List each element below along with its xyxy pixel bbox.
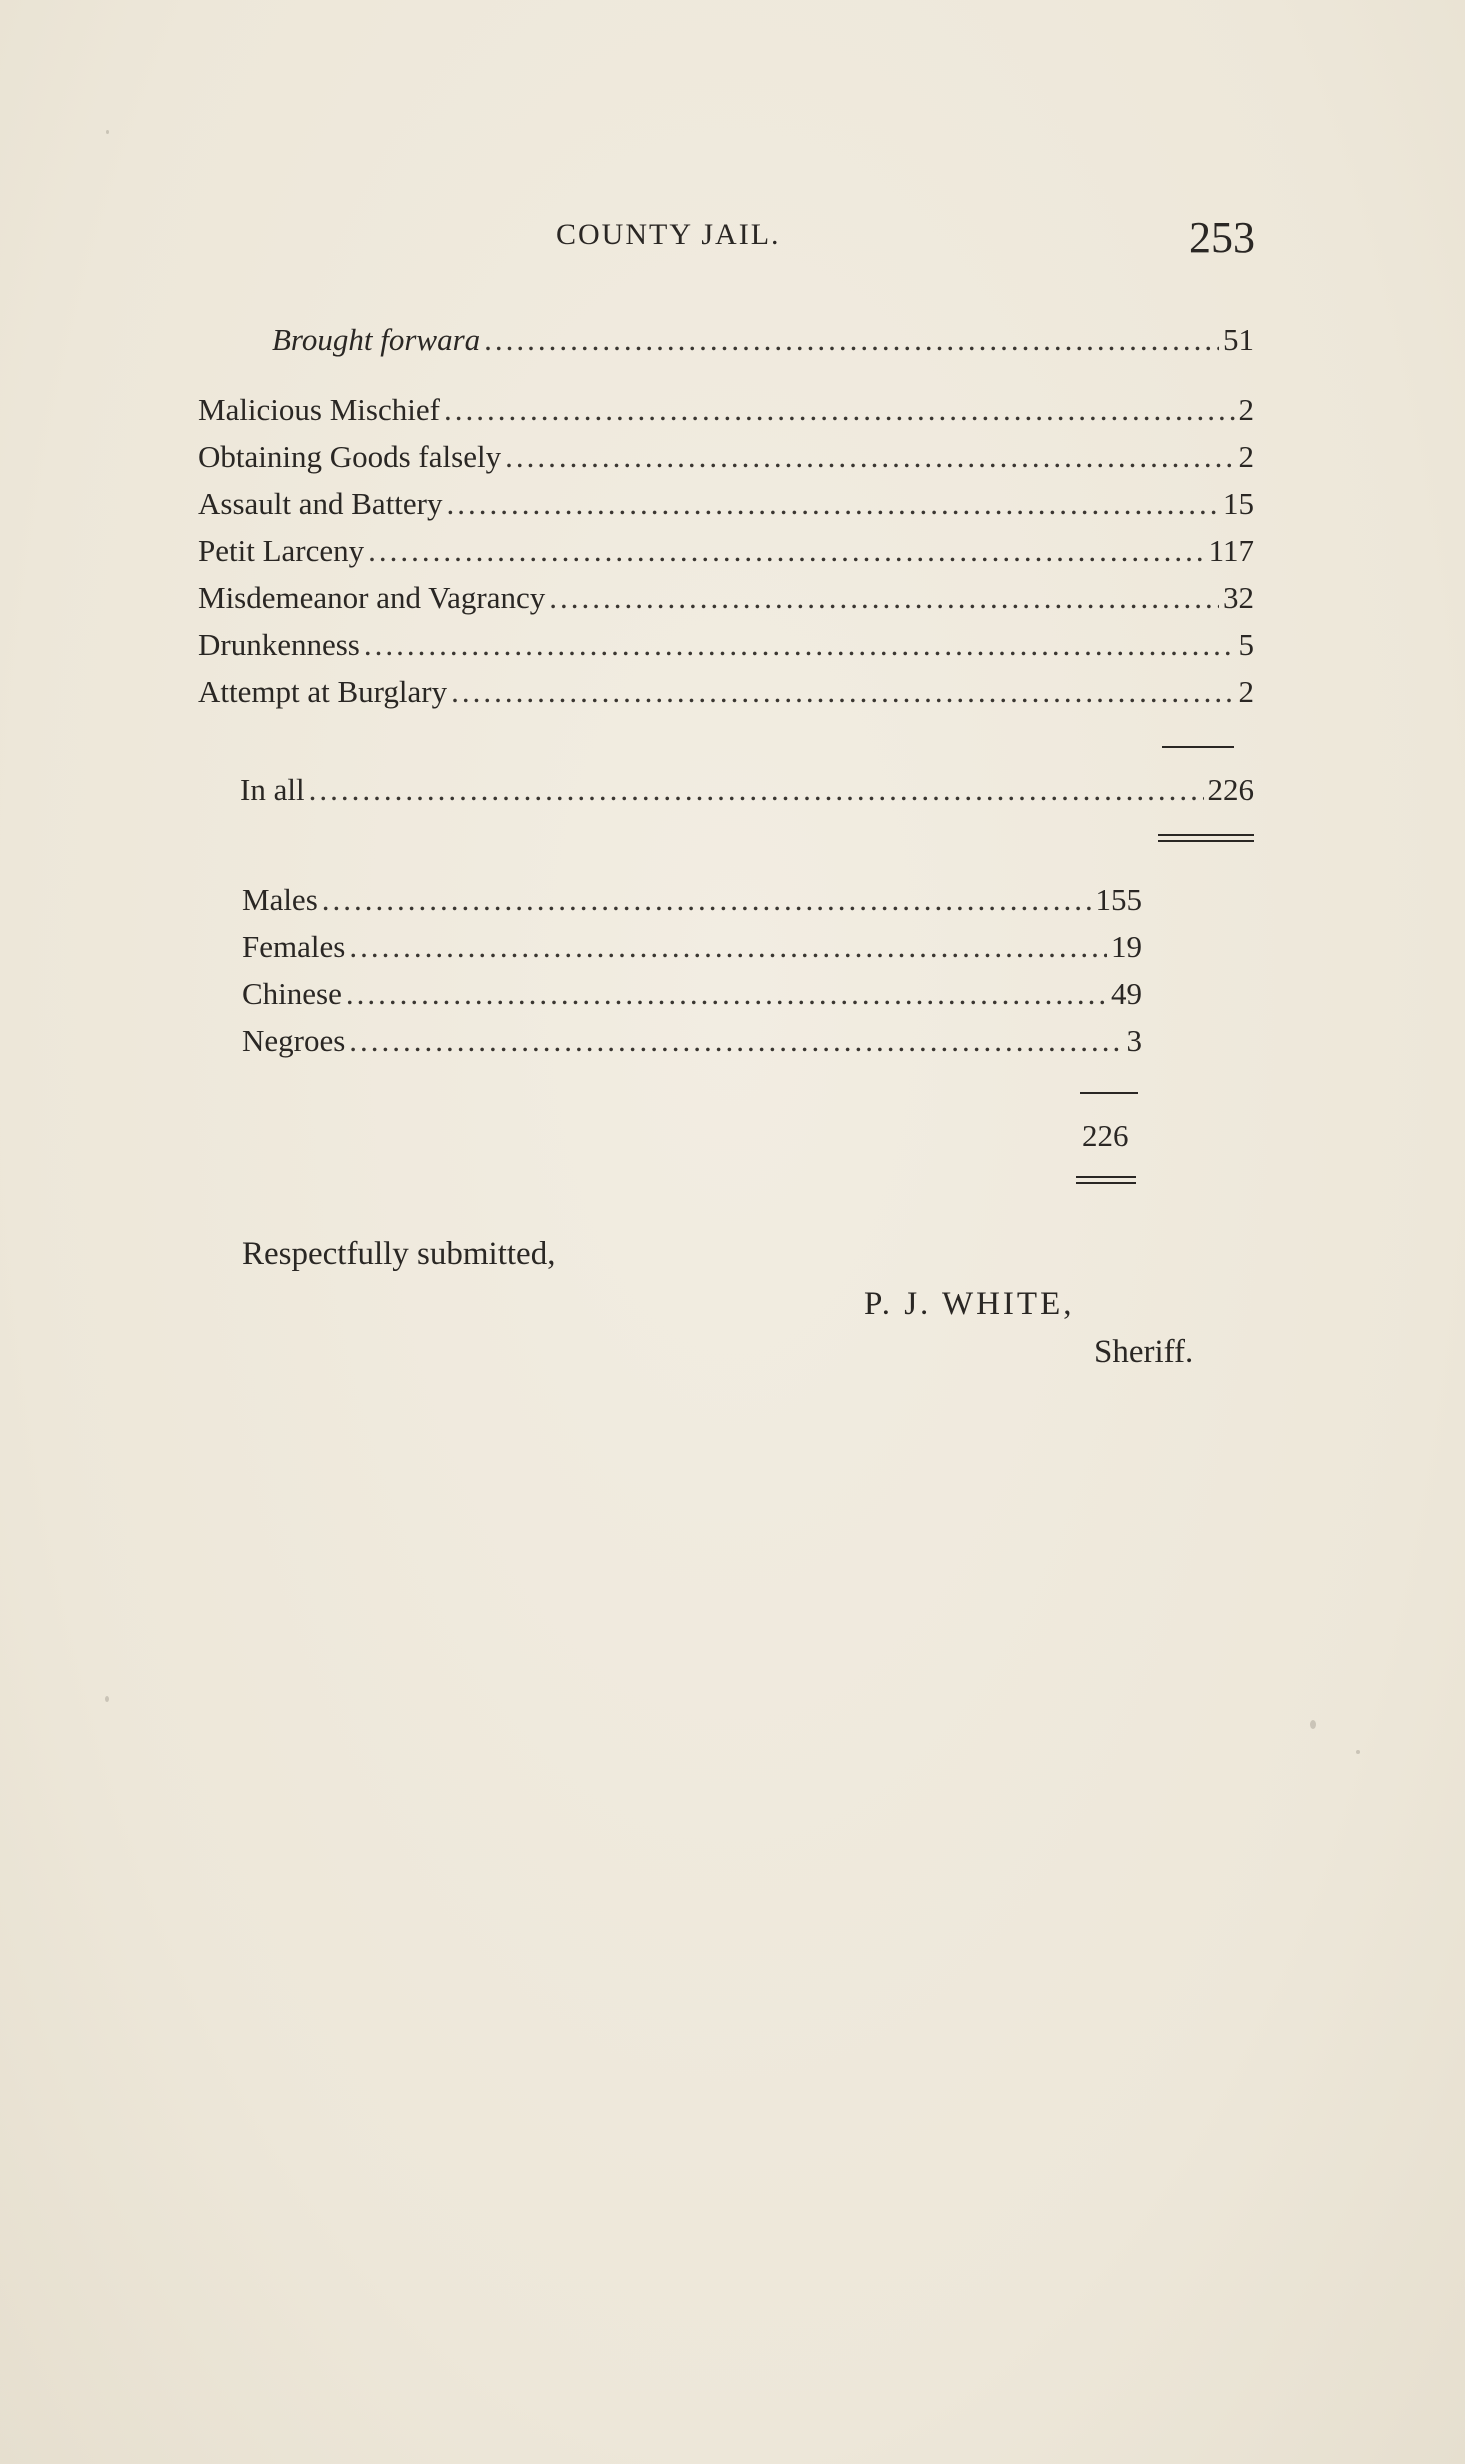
brought-forward-row [272, 322, 1254, 358]
sum-rule [1162, 746, 1234, 748]
offense-value: 2 [1238, 439, 1254, 474]
offense-label: Assault and Battery [198, 486, 443, 521]
offense-row [198, 674, 1254, 710]
breakdown-value: 3 [1126, 1023, 1142, 1058]
total-value: 226 [1207, 772, 1254, 807]
total-row [240, 772, 1254, 808]
breakdown-row [242, 882, 1142, 918]
double-rule-top [1158, 834, 1254, 836]
offense-value: 15 [1223, 486, 1254, 521]
breakdown-value: 19 [1111, 929, 1142, 964]
breakdown-row [242, 976, 1142, 1012]
offense-row [198, 627, 1254, 663]
breakdown-row [242, 1023, 1142, 1059]
leader-dots [549, 580, 1219, 616]
offense-value: 2 [1238, 392, 1254, 427]
offense-row [198, 392, 1254, 428]
leader-dots [505, 439, 1234, 475]
breakdown-total: 226 [1082, 1118, 1129, 1153]
leader-dots [484, 322, 1219, 358]
breakdown-label: Negroes [242, 1023, 346, 1058]
offense-label: Attempt at Burglary [198, 674, 448, 709]
brought-forward-value: 51 [1223, 322, 1254, 357]
paper-speck [1310, 1720, 1316, 1729]
offense-value: 32 [1223, 580, 1254, 615]
breakdown-row [242, 929, 1142, 965]
breakdown-label: Chinese [242, 976, 342, 1011]
leader-dots [349, 929, 1107, 965]
offense-label: Obtaining Goods falsely [198, 439, 502, 474]
signatory-title: Sheriff. [1094, 1334, 1194, 1370]
paper-speck [106, 130, 109, 134]
leader-dots [444, 392, 1235, 428]
offense-label: Malicious Mischief [198, 392, 440, 427]
salutation: Respectfully submitted, [242, 1236, 556, 1272]
offense-label: Misdemeanor and Vagrancy [198, 580, 546, 615]
offense-row [198, 439, 1254, 475]
offense-label: Petit Larceny [198, 533, 365, 568]
total-label: In all [240, 772, 305, 807]
paper-speck [1356, 1750, 1360, 1754]
double-rule-bottom [1076, 1182, 1136, 1184]
offense-row [198, 533, 1254, 569]
offense-row [198, 580, 1254, 616]
signatory-name: P. J. WHITE, [864, 1286, 1075, 1322]
running-head: COUNTY JAIL. [556, 218, 781, 251]
breakdown-value: 49 [1111, 976, 1142, 1011]
offense-value: 2 [1238, 674, 1254, 709]
leader-dots [349, 1023, 1122, 1059]
double-rule-bottom [1158, 840, 1254, 842]
offense-value: 5 [1238, 627, 1254, 662]
leader-dots [346, 976, 1107, 1012]
double-rule-top [1076, 1176, 1136, 1178]
breakdown-label: Females [242, 929, 346, 964]
offense-row [198, 486, 1254, 522]
breakdown-value: 155 [1095, 882, 1142, 917]
breakdown-label: Males [242, 882, 318, 917]
offense-label: Drunkenness [198, 627, 360, 662]
leader-dots [368, 533, 1205, 569]
leader-dots [451, 674, 1234, 710]
leader-dots [322, 882, 1092, 918]
leader-dots [447, 486, 1219, 522]
leader-dots [364, 627, 1235, 663]
paper-speck [105, 1696, 109, 1702]
brought-forward-label: Brought forwara [272, 322, 481, 357]
sum-rule [1080, 1092, 1138, 1094]
page-number: 253 [1189, 213, 1255, 262]
offense-value: 117 [1208, 533, 1254, 568]
leader-dots [309, 772, 1204, 808]
